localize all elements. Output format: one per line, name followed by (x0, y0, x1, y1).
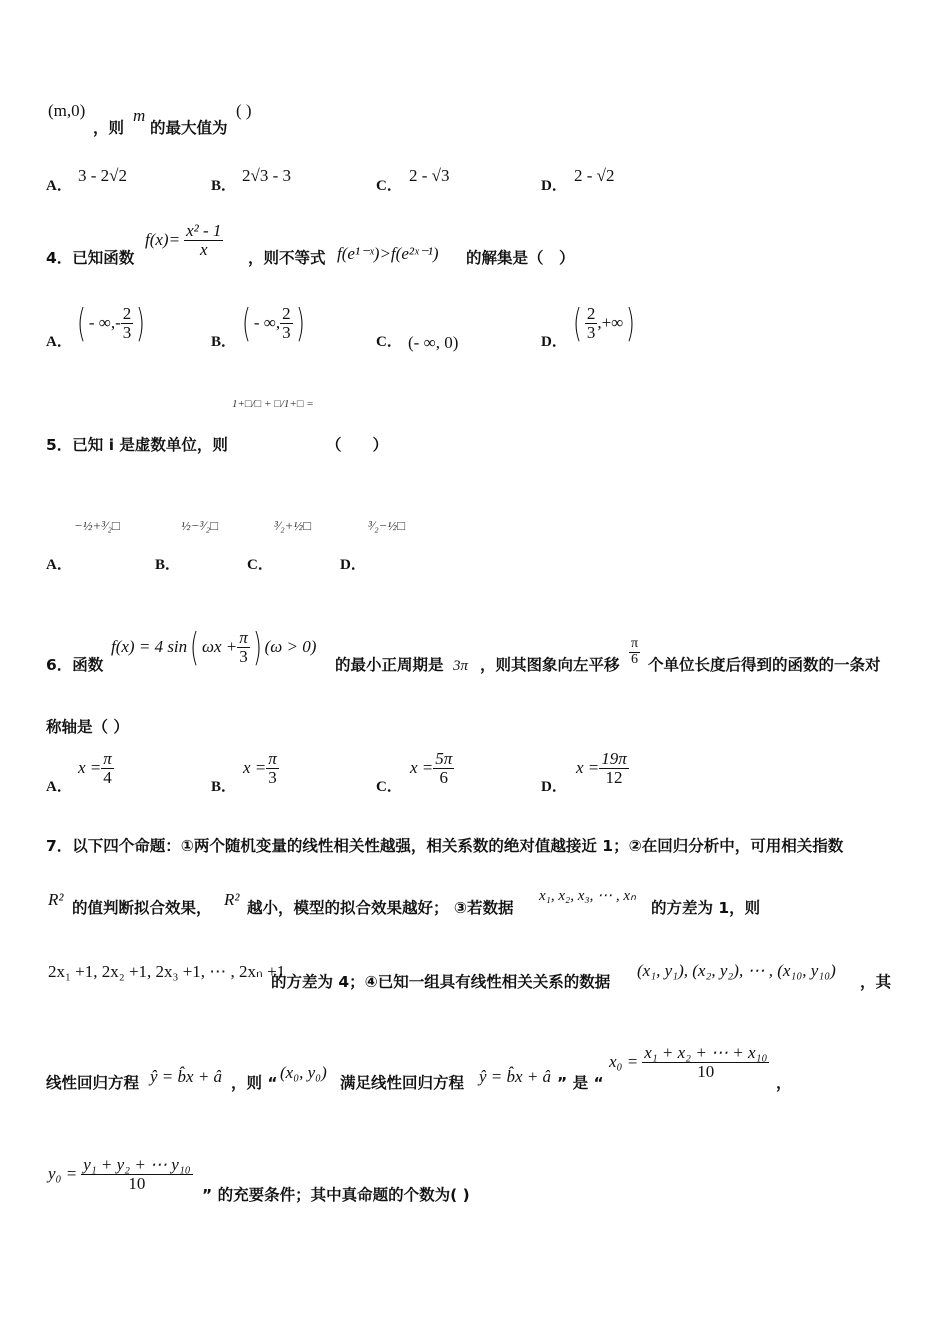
q4-option-a-label: A． (46, 334, 72, 350)
q6-option-b-label: B． (211, 779, 237, 795)
q7-r2-b: R² (224, 890, 240, 909)
q4-frac-num: x² - 1 (186, 221, 222, 240)
q5-option-a-label: A． (46, 557, 72, 573)
q6-lead: 函数 (72, 656, 104, 674)
q5-option-c-value: ³⁄₂+½□ (274, 518, 311, 533)
q4-option-c-value: (- ∞, 0) (408, 333, 459, 352)
q6-tail1: 个单位长度后得到的函数的一条对 (648, 656, 881, 674)
q3-option-a-label: A． (46, 178, 72, 194)
q7-line2b: 越小，模型的拟合效果越好； ③若数据 (247, 899, 514, 917)
q7-line5: ” 的充要条件；其中真命题的个数为( ) (202, 1186, 470, 1204)
q4-number: 4． (46, 249, 73, 267)
q6-mid2: ，则其图象向左平移 (480, 656, 620, 674)
q7-reg1: ŷ = b̂x + â (150, 1067, 223, 1086)
q3-option-d-label: D． (541, 178, 567, 194)
q3-tail: 的最大值为 (150, 119, 228, 137)
q4-lead: 已知函数 (72, 249, 135, 267)
q6-option-b-value: x = $\frac{\pi}{3}$ (243, 749, 277, 787)
q6-function: f(x) = 4 sin ( ωx + $\frac{\pi}{3}$ ) (ω > 0) (111, 625, 317, 669)
q7-line2c: 的方差为 1，则 (651, 899, 761, 917)
q5-expression-image: 1+□/□ + □/1+□ = (232, 398, 314, 410)
q7-point0: (x₀, y₀) (280, 1063, 327, 1082)
q3-option-b-label: B． (211, 178, 237, 194)
q7-data-xs: x₁, x₂, x₃, ⋯ , xₙ (539, 888, 637, 904)
q7-line1: 7．以下四个命题：①两个随机变量的线性相关性越强，相关系数的绝对值越接近 1；②在回归分析中，可用相关指数 (46, 837, 844, 855)
q6-mid1: 的最小正周期是 (335, 656, 444, 674)
q6-option-c-label: C． (376, 779, 402, 795)
q7-expr3: 2x₁ +1, 2x₂ +1, 2x₃ +1, ⋯ , 2xₙ +1 (48, 962, 286, 981)
q4-option-c-label: C． (376, 334, 402, 350)
q7-r2-a: R² (48, 890, 64, 909)
q4-mid: ，则不等式 (248, 249, 326, 267)
q7-line3a: 的方差为 4；④已知一组具有线性相关关系的数据 (271, 973, 611, 991)
q3-option-c-label: C． (376, 178, 402, 194)
q5-option-d-label: D． (340, 557, 366, 573)
q3-paren: ( ) (236, 101, 252, 120)
q4-option-d-label: D． (541, 334, 567, 350)
q5-number: 5． (46, 436, 73, 454)
q4-inequality: f(e¹⁻ˣ)>f(e²ˣ⁻¹) (337, 244, 439, 263)
q7-y0-formula: y₀ = $\frac{\text{y₁ + y₂ + ⋯ y₁₀}}{10}$ (48, 1155, 191, 1193)
q6-option-d-value: x = $\frac{19\pi}{12}$ (576, 749, 627, 787)
q7-line4d: ” 是 “ (557, 1074, 604, 1092)
q7-line4e: ， (776, 1074, 792, 1092)
q7-line4b: ，则 “ (231, 1074, 278, 1092)
q6-option-c-value: x = $\frac{5\pi}{6}$ (410, 749, 453, 787)
q4-fraction (184, 222, 223, 259)
q5-option-c-label: C． (247, 557, 273, 573)
q6-period: 3π (453, 658, 469, 674)
q6-shift: $\frac{\pi}{6}$ (631, 636, 639, 667)
q3-option-b-value: 2√3 - 3 (242, 166, 291, 185)
q6-option-d-label: D． (541, 779, 567, 795)
q5-option-a-value: −½+³⁄₂□ (74, 518, 120, 533)
q7-line3b: ，其 (860, 973, 892, 991)
q4-fx: f(x)= (145, 230, 181, 250)
q4-tail: 的解集是（ ） (466, 249, 575, 267)
q7-line2a: 的值判断拟合效果， (72, 899, 212, 917)
q7-reg2: ŷ = b̂x + â (479, 1067, 552, 1086)
q3-point: (m,0) (48, 101, 86, 120)
q3-option-d-value: 2 - √2 (574, 166, 615, 185)
q6-option-a-label: A． (46, 779, 72, 795)
q3-sep: ，则 (93, 119, 125, 137)
q5-option-d-value: ³⁄₂−½□ (368, 518, 405, 533)
q4-option-b-value: ( - ∞, $\frac{2}{3}$ ) (241, 301, 305, 345)
q4-stem (46, 246, 134, 268)
q7-x0-formula: x₀ = $\frac{\text{x₁ + x₂ + ⋯ + x₁₀}}{10}$ (609, 1043, 768, 1081)
q5-stem (46, 433, 228, 455)
q6-stem (46, 653, 103, 675)
q5-option-b-value: ½−³⁄₂□ (181, 518, 218, 533)
q4-option-d-value: ( $\frac{2}{3}$ ,+∞ ) (572, 301, 636, 345)
q6-number: 6． (46, 656, 73, 674)
q4-option-b-label: B． (211, 334, 237, 350)
q6-option-a-value: x = $\frac{\pi}{4}$ (78, 749, 112, 787)
q6-tail2: 称轴是（ ） (46, 718, 129, 736)
q4-frac-den: x (199, 239, 208, 259)
q5-lead: 已知 i 是虚数单位，则 (72, 436, 228, 454)
q3-option-a-value: 3 - 2√2 (78, 166, 127, 185)
q7-pairs: (x₁, y₁), (x₂, y₂), ⋯ , (x₁₀, y₁₀) (637, 961, 836, 980)
q7-line4c: 满足线性回归方程 (340, 1074, 465, 1092)
q4-option-a-value: ( - ∞,- $\frac{2}{3}$ ) (76, 301, 146, 345)
q7-line4a: 线性回归方程 (46, 1074, 140, 1092)
q4-function (145, 222, 223, 259)
q3-var-m: m (133, 106, 146, 125)
q5-option-b-label: B． (155, 557, 181, 573)
q5-paren: （ ） (326, 436, 389, 454)
q3-option-c-value: 2 - √3 (409, 166, 450, 185)
